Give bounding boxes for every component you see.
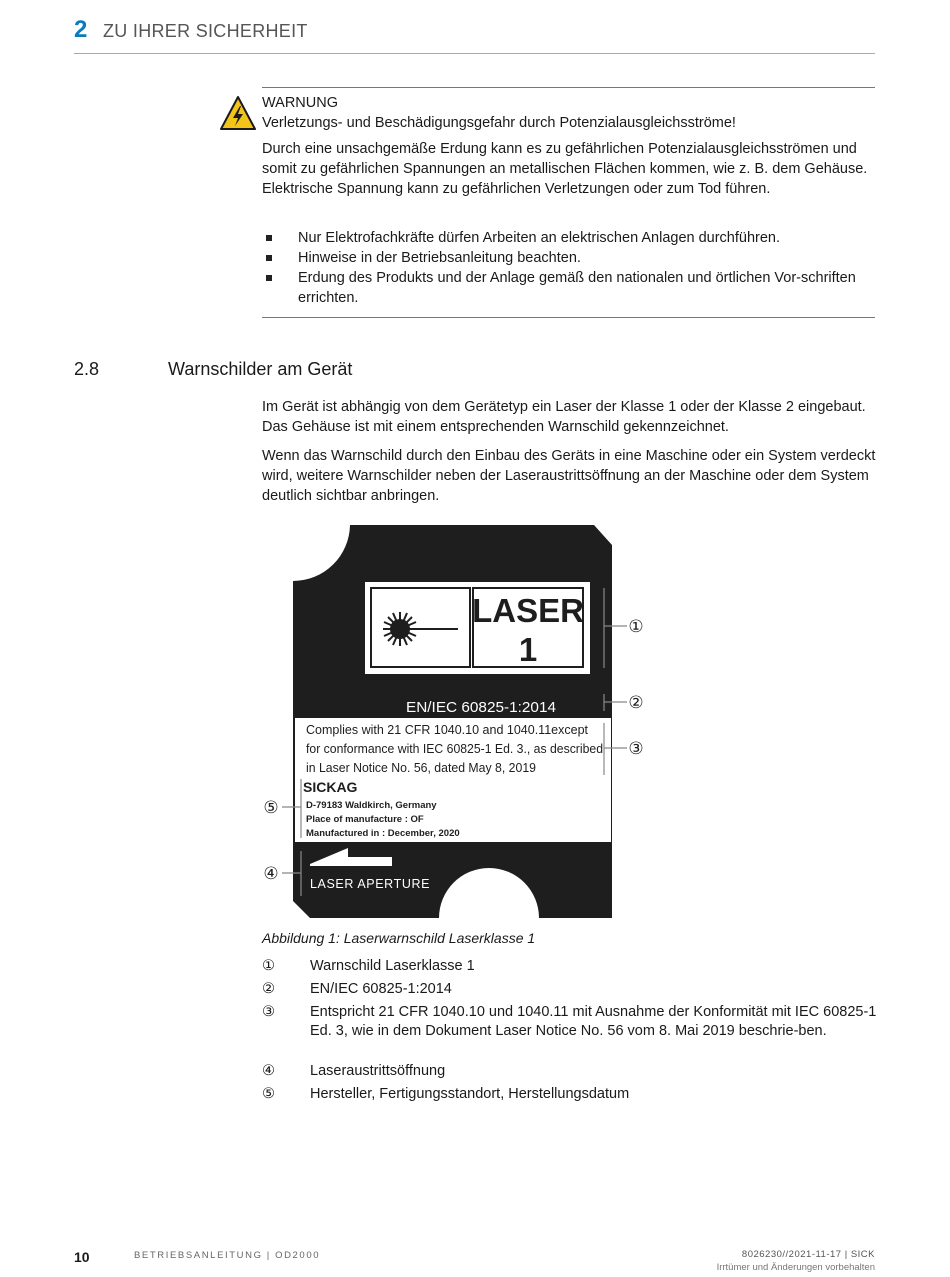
legend-number: ③ [262, 1004, 275, 1020]
chapter-title: ZU IHRER SICHERHEIT [103, 21, 308, 41]
callout-5: ⑤ [263, 798, 279, 818]
legend-number: ② [262, 981, 275, 997]
warning-top-rule [262, 87, 875, 88]
header-divider [74, 53, 875, 54]
maker-line: Place of manufacture : OF [306, 814, 424, 825]
warning-label: WARNUNG [262, 95, 338, 111]
laser-warning-label-figure [240, 520, 660, 925]
section-number: 2.8 [74, 359, 100, 379]
bullet-marker [266, 235, 272, 241]
callout-4: ④ [263, 864, 279, 884]
label-standard: EN/IEC 60825-1:2014 [406, 699, 556, 716]
legend-number: ⑤ [262, 1086, 275, 1102]
compliance-line: for conformance with IEC 60825-1 Ed. 3., as described [306, 742, 604, 756]
warning-heading: Verletzungs- und Beschädigungsgefahr durch Potenzialausgleichsströme! [262, 115, 736, 131]
bullet-marker [266, 255, 272, 261]
section-paragraph: Im Gerät ist abhängig von dem Gerätetyp ein Laser der Klasse 1 oder der Klasse 2 eingebaut. Das Gehäuse ist mit einem entsprechenden Warnschild gekennzeichnet. [262, 399, 866, 435]
bullet-text: Nur Elektrofachkräfte dürfen Arbeiten an elektrischen Anlagen durchführen. [298, 230, 781, 246]
bullet-text: Erdung des Produkts und der Anlage gemäß den nationalen und örtlichen Vor-schriften errichten. [298, 270, 856, 306]
page-number: 10 [74, 1249, 90, 1265]
aperture-text: LASER APERTURE [310, 877, 431, 891]
legend-number: ① [262, 958, 275, 974]
warning-text: Durch eine unsachgemäße Erdung kann es zu gefährlichen Potenzialausgleichsströmen und somit zu gefährlichen Spannungen an metallischen Flächen kommen, wie z. B. dem Gehäuse. Elektrische Spannung kann zu gefährlichen Verletzungen oder zum Tod führen. [262, 141, 868, 197]
legend-number: ④ [262, 1063, 275, 1079]
maker-line: Manufactured in : December, 2020 [306, 828, 460, 839]
document-title: BETRIEBSANLEITUNG | OD2000 [134, 1250, 321, 1261]
disclaimer-note: Irrtümer und Änderungen vorbehalten [716, 1262, 875, 1273]
callout-2: ② [628, 693, 644, 713]
maker-name: SICKAG [303, 779, 358, 795]
compliance-line: in Laser Notice No. 56, dated May 8, 2019 [306, 761, 537, 775]
bullet-marker [266, 275, 272, 281]
figure-caption: Abbildung 1: Laserwarnschild Laserklasse 1 [262, 930, 536, 946]
legend-text: Entspricht 21 CFR 1040.10 und 1040.11 mit Ausnahme der Konformität mit IEC 60825-1 Ed. 3, wie in dem Dokument Laser Notice No. 56 vom 8. Mai 2019 beschrie-ben. [310, 1004, 877, 1039]
maker-line: D-79183 Waldkirch, Germany [306, 800, 437, 811]
legend-text: EN/IEC 60825-1:2014 [310, 981, 452, 997]
legend-text: Warnschild Laserklasse 1 [310, 958, 475, 974]
compliance-line: Complies with 21 CFR 1040.10 and 1040.11except [306, 723, 589, 737]
section-title: Warnschilder am Gerät [168, 359, 353, 379]
electric-hazard-warning-icon [219, 95, 257, 131]
laser-word: LASER [472, 592, 584, 629]
callout-3: ③ [628, 739, 644, 759]
legend-text: Laseraustrittsöffnung [310, 1063, 446, 1079]
section-paragraph: Wenn das Warnschild durch den Einbau des Geräts in eine Maschine oder ein System verdeckt wird, weitere Warnschilder neben der Laseraustrittsöffnung an der Maschine oder dem System deutlich sichtbar anbringen. [262, 448, 876, 504]
chapter-number: 2 [74, 16, 88, 43]
legend-text: Hersteller, Fertigungsstandort, Herstellungsdatum [310, 1086, 630, 1102]
warning-bottom-rule [262, 317, 875, 318]
callout-1: ① [628, 617, 644, 637]
laser-class: 1 [518, 631, 538, 668]
document-reference: 8026230//2021-11-17 | SICK [741, 1249, 875, 1260]
bullet-text: Hinweise in der Betriebsanleitung beachten. [298, 250, 581, 266]
